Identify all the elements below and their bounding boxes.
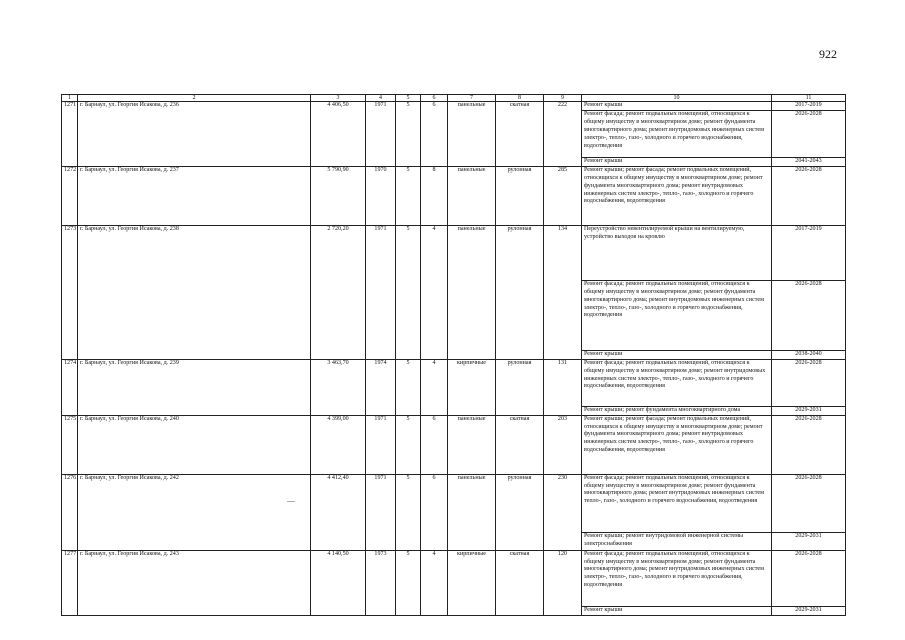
building-area: 4 406,50 [311,102,366,167]
column-header-8: 8 [496,95,544,102]
column-header-10: 10 [582,95,772,102]
column-header-7: 7 [448,95,496,102]
building-area: 5 790,90 [311,166,366,225]
repair-period: 2026-2028 [772,166,846,225]
repair-period: 2038-2040 [772,350,846,359]
column-header-9: 9 [544,95,582,102]
repair-work: Ремонт фасада; ремонт подвальных помещений, относящихся к общему имуществу в многоквартирном доме; ремонт фундамента многоквартирного дома; ремонт внутридомовых инженерных систем электро-, тепло-, газо-, холодного и горячего водоснабжения, водоотведения [582,110,772,157]
building-entrances: 6 [421,474,448,550]
building-roof: рулонная [496,166,544,225]
building-walls: кирпичные [448,359,496,415]
building-floors: 5 [396,415,421,474]
building-walls: панельные [448,166,496,225]
building-area: 3 463,70 [311,359,366,415]
column-header-5: 5 [396,95,421,102]
building-number: 1277 [62,550,78,615]
building-address: г. Барнаул, ул. Георгия Исакова, д. 243 [78,550,311,615]
repair-work: Переустройство невентилируемой крыши на вентилируемую, устройство выходов на кровлю [582,225,772,280]
building-residents: 131 [544,359,582,415]
building-roof: скатная [496,415,544,474]
repair-work: Ремонт фасада; ремонт подвальных помещений, относящихся к общему имуществу в многоквартирном доме; ремонт фундамента многоквартирного дома; ремонт внутридомовых инженерных систем электро-, тепло-, газо-, холодного и горячего водоснабжения, водоотведения [582,550,772,606]
repair-work: Ремонт крыши [582,157,772,166]
building-floors: 5 [396,359,421,415]
building-residents: 222 [544,102,582,167]
building-walls: кирпичные [448,550,496,615]
building-floors: 5 [396,102,421,167]
repair-period: 2026-2028 [772,110,846,157]
building-number: 1271 [62,102,78,167]
table-row [62,359,846,406]
repair-work: Ремонт крыши [582,102,772,111]
repair-work: Ремонт крыши; ремонт фасада; ремонт подвальных помещений, относящихся к общему имуществу в многоквартирном доме; ремонт фундамента многоквартирного дома; ремонт внутридомовых инженерных систем электро-, тепло-, газо-, холодного и горячего водоснабжения, водоотведения [582,415,772,474]
repair-work: Ремонт крыши; ремонт внутридомовой инженерной системы электроснабжения [582,532,772,550]
repair-work: Ремонт фасада; ремонт подвальных помещений, относящихся к общему имуществу в многоквартирном доме; ремонт фундамента многоквартирного дома; ремонт внутридомовых инженерных систем электро-, тепло-, газо-, холодного и горячего водоснабжения, водоотведения [582,280,772,350]
repair-period: 2026-2028 [772,280,846,350]
repair-period: 2029-2031 [772,406,846,415]
building-number: 1272 [62,166,78,225]
building-roof: рулонная [496,359,544,415]
repair-work: Ремонт фасада; ремонт подвальных помещений, относящихся к общему имуществу в многоквартирном доме; ремонт фундамента многоквартирного дома; ремонт внутридомовых инженерных систем тепло-, газо-, холодного и горячего водоснабжения, водоотведения [582,474,772,532]
repair-period: 2017-2019 [772,102,846,111]
building-address: г. Барнаул, ул. Георгия Исакова, д. 236 [78,102,311,167]
column-header-3: 3 [311,95,366,102]
building-floors: 5 [396,166,421,225]
repair-period: 2041-2043 [772,157,846,166]
building-residents: 285 [544,166,582,225]
building-residents: 134 [544,225,582,359]
capital-repair-table [61,94,846,616]
building-area: 4 399,00 [311,415,366,474]
building-roof: скатная [496,550,544,615]
repair-period: 2026-2028 [772,550,846,606]
building-entrances: 6 [421,415,448,474]
building-number: 1273 [62,225,78,359]
building-year: 1970 [366,166,396,225]
building-walls: панельные [448,474,496,550]
table-row [62,166,846,225]
building-residents: 230 [544,474,582,550]
building-year: 1971 [366,225,396,359]
table-row [62,415,846,474]
table-row [62,225,846,280]
building-entrances: 6 [421,102,448,167]
building-number: 1275 [62,415,78,474]
table-row [62,474,846,532]
column-header-2: 2 [78,95,311,102]
repair-work: Ремонт крыши [582,606,772,615]
repair-period: 2029-2031 [772,606,846,615]
building-number: 1276 [62,474,78,550]
building-walls: панельные [448,225,496,359]
repair-work: Ремонт крыши [582,350,772,359]
building-address: г. Барнаул, ул. Георгия Исакова, д. 242 [78,474,311,550]
repair-period: 2026-2028 [772,359,846,406]
building-number: 1274 [62,359,78,415]
column-header-11: 11 [772,95,846,102]
repair-period: 2029-2031 [772,532,846,550]
building-entrances: 8 [421,166,448,225]
table-row [62,550,846,606]
table-row [62,102,846,111]
building-area: 2 720,20 [311,225,366,359]
building-area: 4 412,40 [311,474,366,550]
building-roof: скатная [496,102,544,167]
column-header-6: 6 [421,95,448,102]
building-area: 4 140,50 [311,550,366,615]
building-address: г. Барнаул, ул. Георгия Исакова, д. 237 [78,166,311,225]
building-roof: рулонная [496,225,544,359]
building-roof: рулонная [496,474,544,550]
building-residents: 203 [544,415,582,474]
column-header-4: 4 [366,95,396,102]
repair-work: Ремонт фасада; ремонт подвальных помещений, относящихся к общему имуществу в многоквартирном доме; ремонт внутридомовых инженерных систем электро-, тепло-, газо-, холодного и горячего водоснабжения, водоотведения [582,359,772,406]
building-entrances: 4 [421,550,448,615]
building-year: 1971 [366,415,396,474]
building-entrances: 4 [421,225,448,359]
building-year: 1973 [366,550,396,615]
building-year: 1971 [366,102,396,167]
repair-period: 2017-2019 [772,225,846,280]
building-floors: 5 [396,225,421,359]
building-year: 1974 [366,359,396,415]
building-residents: 120 [544,550,582,615]
column-number-row [62,95,846,102]
building-floors: 5 [396,550,421,615]
repair-work: Ремонт крыши; ремонт фасада; ремонт подвальных помещений, относящихся к общему имуществу в многоквартирном доме; ремонт фундамента многоквартирного дома; ремонт внутридомовых инженерных систем электро-, тепло-, газо-, холодного и горячего водоснабжения, водоотведения [582,166,772,225]
building-walls: панельные [448,102,496,167]
building-floors: 5 [396,474,421,550]
building-address: г. Барнаул, ул. Георгия Исакова, д. 238 [78,225,311,359]
building-entrances: 4 [421,359,448,415]
page-number: 922 [819,47,837,61]
scan-mark [287,501,295,502]
building-address: г. Барнаул, ул. Георгия Исакова, д. 239 [78,359,311,415]
building-walls: панельные [448,415,496,474]
table-body [62,102,846,616]
repair-work: Ремонт крыши; ремонт фундамента многоквартирного дома [582,406,772,415]
repair-period: 2026-2028 [772,474,846,532]
repair-period: 2026-2028 [772,415,846,474]
column-header-1: 1 [62,95,78,102]
building-address: г. Барнаул, ул. Георгия Исакова, д. 240 [78,415,311,474]
building-year: 1971 [366,474,396,550]
